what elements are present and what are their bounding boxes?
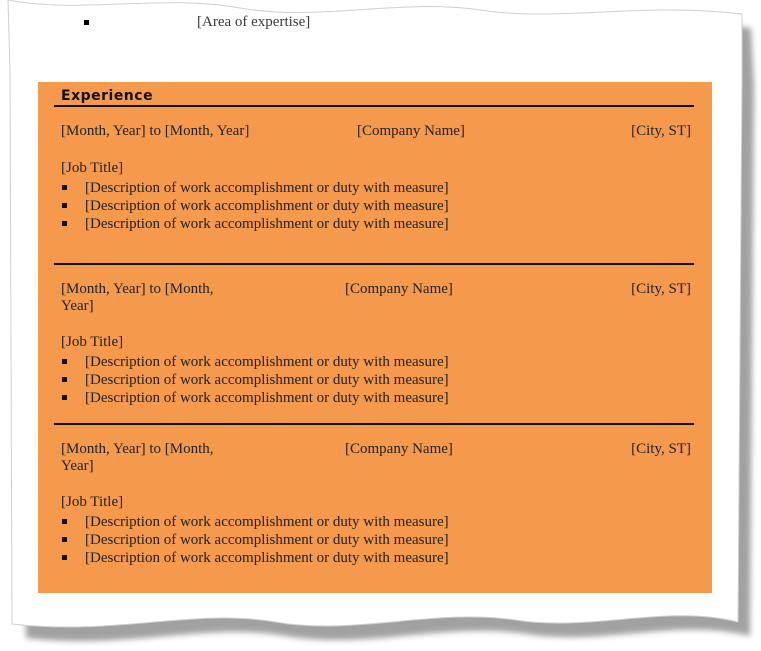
company-name: [Company Name]	[345, 281, 453, 297]
bullet-icon	[62, 395, 67, 400]
job-title: [Job Title]	[61, 334, 124, 350]
list-item: [Description of work accomplishment or duty with measure]	[61, 197, 691, 215]
fragment-text: [Area of expertise]	[197, 14, 311, 30]
list-item: [Description of work accomplishment or duty with measure]	[61, 549, 691, 567]
city-state: [City, ST]	[631, 281, 691, 297]
list-item: [Description of work accomplishment or duty with measure]	[61, 353, 691, 371]
previous-section-fragment	[84, 14, 310, 31]
list-item: [Description of work accomplishment or duty with measure]	[61, 215, 691, 233]
list-item: [Description of work accomplishment or duty with measure]	[61, 371, 691, 389]
bullet-icon	[62, 537, 67, 542]
dates: [Month, Year] to [Month, Year]	[61, 441, 214, 474]
bullet-icon	[62, 359, 67, 364]
city-state: [City, ST]	[631, 123, 691, 139]
city-state: [City, ST]	[631, 441, 691, 457]
dates: [Month, Year] to [Month, Year]	[61, 123, 250, 139]
bullet-icon	[62, 555, 67, 560]
entry-divider	[54, 423, 694, 425]
experience-entry-2	[61, 281, 691, 407]
bullet-icon	[62, 203, 67, 208]
experience-entry-1	[61, 123, 691, 233]
experience-section	[38, 82, 712, 593]
heading-rule	[54, 105, 694, 107]
bullet-icon	[62, 377, 67, 382]
list-item: [Description of work accomplishment or duty with measure]	[61, 389, 691, 407]
experience-entry-3	[61, 441, 691, 567]
duty-list	[61, 513, 691, 567]
job-title: [Job Title]	[61, 494, 124, 510]
entry-divider	[54, 263, 694, 265]
duty-list	[61, 179, 691, 233]
bullet-icon	[62, 519, 67, 524]
section-heading: Experience	[61, 88, 154, 104]
list-item: [Description of work accomplishment or duty with measure]	[61, 531, 691, 549]
dates: [Month, Year] to [Month, Year]	[61, 281, 214, 314]
list-item: [Description of work accomplishment or duty with measure]	[61, 179, 691, 197]
bullet-icon	[84, 20, 89, 25]
bullet-icon	[62, 185, 67, 190]
duty-list	[61, 353, 691, 407]
list-item: [Description of work accomplishment or duty with measure]	[61, 513, 691, 531]
job-title: [Job Title]	[61, 160, 124, 176]
company-name: [Company Name]	[357, 123, 465, 139]
bullet-icon	[62, 221, 67, 226]
company-name: [Company Name]	[345, 441, 453, 457]
